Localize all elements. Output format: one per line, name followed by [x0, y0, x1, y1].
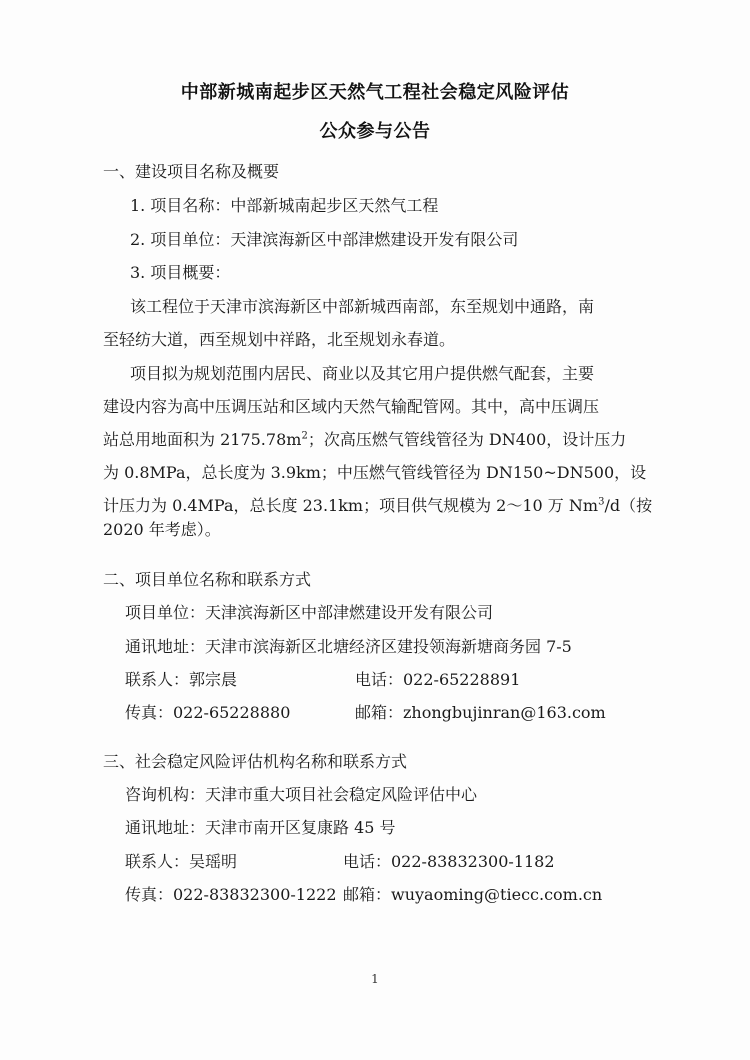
page-number: 1 — [371, 972, 379, 986]
area-text: 站总用地面积为 2175.78m — [103, 430, 302, 449]
section3-phone: 电话：022-83832300-1182 — [343, 852, 555, 871]
area-unit-superscript: 2 — [301, 430, 308, 442]
section2-heading: 二、项目单位名称和联系方式 — [103, 570, 312, 589]
section1-heading: 一、建设项目名称及概要 — [103, 162, 280, 181]
document-subtitle: 公众参与公告 — [319, 121, 431, 142]
section2-unit: 项目单位：天津滨海新区中部津燃建设开发有限公司 — [125, 603, 494, 622]
section2-email: 邮箱：zhongbujinran@163.com — [355, 703, 606, 722]
overview-paragraph1-line2: 至轻纺大道，西至规划中祥路，北至规划永春道。 — [103, 330, 456, 349]
overview-paragraph2-line3 — [103, 430, 626, 450]
project-overview-item: 3. 项目概要： — [130, 263, 231, 282]
overview-paragraph2-line2: 建设内容为高中压调压站和区域内天然气输配管网。其中，高中压调压 — [103, 397, 600, 416]
section3-fax: 传真：022-83832300-1222 — [125, 885, 337, 904]
section3-address: 通讯地址：天津市南开区复康路 45 号 — [125, 818, 396, 837]
section3-contact-person: 联系人：吴瑶明 — [125, 852, 238, 871]
pipeline-spec-text: ；次高压燃气管线管径为 DN400，设计压力 — [307, 430, 627, 449]
section2-contact-person: 联系人：郭宗晨 — [125, 670, 238, 689]
overview-paragraph2-line5 — [103, 496, 652, 516]
project-name-item: 1. 项目名称：中部新城南起步区天然气工程 — [130, 196, 439, 215]
section3-email: 邮箱：wuyaoming@tiecc.com.cn — [343, 885, 603, 904]
section2-address: 通讯地址：天津市滨海新区北塘经济区建投领海新塘商务园 7-5 — [125, 637, 572, 656]
supply-scale-tail: /d（按 — [604, 496, 653, 515]
overview-paragraph1-line1: 该工程位于天津市滨海新区中部新城西南部，东至规划中通路，南 — [130, 297, 595, 316]
overview-paragraph2-line6: 2020 年考虑）。 — [103, 520, 221, 539]
document-title: 中部新城南起步区天然气工程社会稳定风险评估 — [180, 82, 570, 103]
project-unit-item: 2. 项目单位：天津滨海新区中部津燃建设开发有限公司 — [130, 230, 519, 249]
overview-paragraph2-line1: 项目拟为规划范围内居民、商业以及其它用户提供燃气配套，主要 — [130, 364, 595, 383]
section2-phone: 电话：022-65228891 — [355, 670, 521, 689]
volume-unit-superscript: 3 — [598, 496, 605, 508]
section3-heading: 三、社会稳定风险评估机构名称和联系方式 — [103, 752, 408, 771]
section2-fax: 传真：022-65228880 — [125, 703, 291, 722]
overview-paragraph2-line4: 为 0.8MPa，总长度为 3.9km；中压燃气管线管径为 DN150~DN500，设 — [103, 463, 647, 482]
section3-agency: 咨询机构：天津市重大项目社会稳定风险评估中心 — [125, 785, 478, 804]
supply-scale-text: 计压力为 0.4MPa，总长度 23.1km；项目供气规模为 2～10 万 Nm — [103, 496, 599, 515]
